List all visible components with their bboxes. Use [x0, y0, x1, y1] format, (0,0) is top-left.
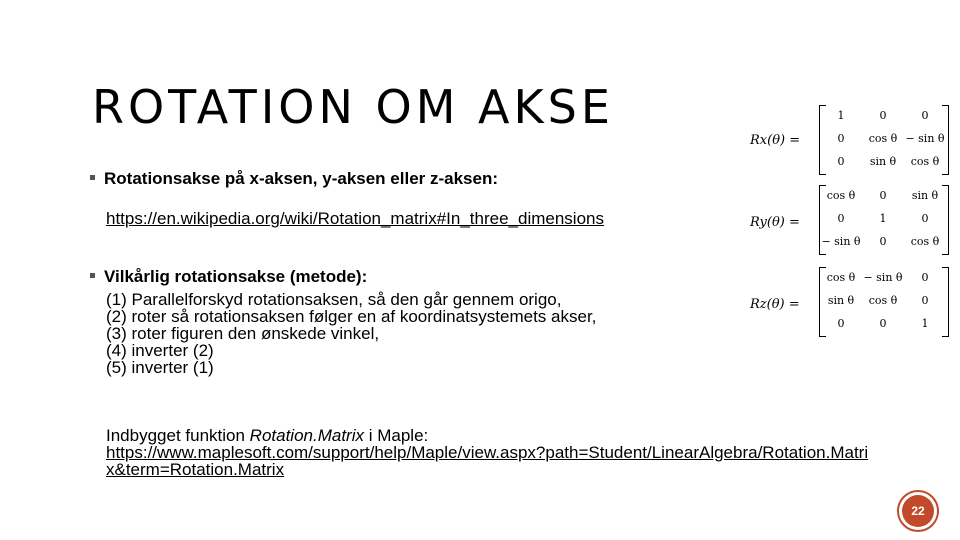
method-step: (3) roter figuren den ønskede vinkel, [106, 324, 380, 343]
matrix-cell: 1 [879, 212, 887, 225]
bullet-text: Vilkårlig rotationsakse (metode): [104, 267, 368, 286]
maple-function-name: Rotation.Matrix [249, 426, 364, 445]
matrix-body [819, 185, 949, 255]
matrix-cell: 1 [921, 317, 929, 330]
maple-prefix: Indbygget funktion [106, 426, 250, 445]
matrix-cell: 0 [921, 109, 929, 122]
maple-note [106, 427, 876, 478]
matrix-cell: − sin θ [821, 235, 861, 248]
matrix-cell: 0 [837, 155, 845, 168]
matrix-cell: 0 [879, 235, 887, 248]
matrix-cell: cos θ [910, 155, 940, 168]
matrix-label: Rz(θ) = [750, 297, 800, 312]
matrix-cell: 0 [921, 271, 929, 284]
matrix-cell: 0 [921, 294, 929, 307]
matrix-cell: cos θ [910, 235, 940, 248]
maple-suffix: i Maple: [364, 426, 429, 445]
matrix-rz [745, 267, 955, 342]
maple-link[interactable]: https://www.maplesoft.com/support/help/Maple/view.aspx?path=Student/LinearAlgebra/Rotation.Matrix&term=Rotation.Matrix [106, 443, 869, 479]
wikipedia-link[interactable]: https://en.wikipedia.org/wiki/Rotation_matrix#In_three_dimensions [106, 209, 604, 228]
method-steps-list [106, 291, 596, 376]
matrix-body [819, 267, 949, 337]
matrix-cell: 0 [837, 317, 845, 330]
matrix-label: Rx(θ) = [750, 133, 801, 148]
bullet-marker [90, 273, 95, 278]
matrix-cell: − sin θ [863, 271, 903, 284]
bullet-marker [90, 175, 95, 180]
matrix-cell: cos θ [826, 271, 856, 284]
page-number: 22 [902, 495, 934, 527]
slide-title: ROTATION OM AKSE [92, 80, 614, 134]
matrix-cell: 0 [879, 109, 887, 122]
matrix-cell: 0 [879, 189, 887, 202]
matrix-cell: 0 [879, 317, 887, 330]
matrix-cell: 1 [837, 109, 845, 122]
matrix-cell: sin θ [827, 294, 855, 307]
matrix-label: Ry(θ) = [750, 215, 800, 230]
matrix-cell: sin θ [869, 155, 897, 168]
bullet-axis-rotation [90, 170, 498, 187]
matrix-ry [745, 185, 955, 260]
method-step: (1) Parallelforskyd rotationsaksen, så den går gennem origo, [106, 290, 562, 309]
page-number-badge [897, 490, 939, 532]
rotation-matrices-image [745, 103, 955, 343]
matrix-cell: 0 [837, 132, 845, 145]
matrix-cell: sin θ [911, 189, 939, 202]
bullet-arbitrary-axis [90, 268, 367, 285]
matrix-cell: 0 [921, 212, 929, 225]
method-step: (5) inverter (1) [106, 358, 214, 377]
matrix-cell: − sin θ [905, 132, 945, 145]
method-step: (4) inverter (2) [106, 341, 214, 360]
method-step: (2) roter så rotationsaksen følger en af koordinatsystemets akser, [106, 307, 597, 326]
matrix-cell: cos θ [868, 294, 898, 307]
matrix-cell: cos θ [868, 132, 898, 145]
matrix-cell: 0 [837, 212, 845, 225]
bullet-text: Rotationsakse på x-aksen, y-aksen eller z-aksen: [104, 169, 499, 188]
matrix-rx [745, 103, 955, 178]
matrix-cell: cos θ [826, 189, 856, 202]
matrix-body [819, 105, 949, 175]
